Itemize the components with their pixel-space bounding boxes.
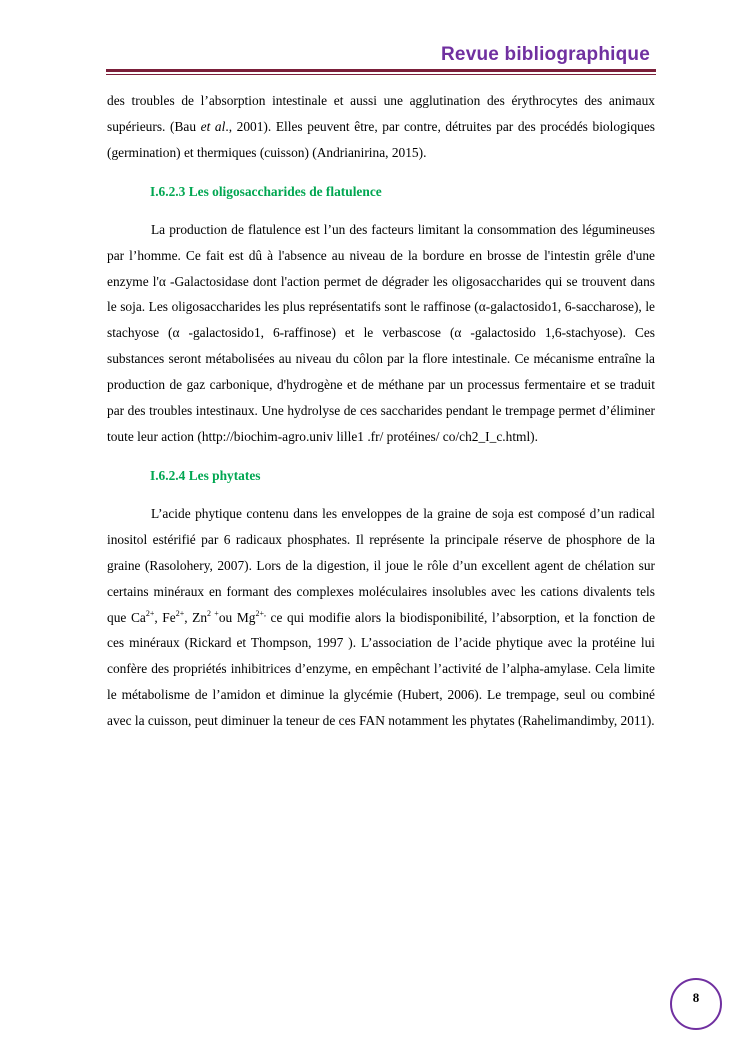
paragraph-text: ou Mg — [218, 609, 256, 625]
superscript-charge: 2+, — [255, 608, 266, 618]
page-body — [107, 88, 655, 734]
paragraph-text: L’acide phytique contenu dans les enveloppes de la graine de soja est composé d’un radical inositol estérifié par 6 radicaux phosphates. Il représente la principale réserve de phosphore de la graine (Rasolohery, 2007). Lors de la digestion, il joue le rôle d’un excellent agent de chélation sur certains minéraux en formant des complexes moléculaires insolubles avec les cations divalents tels que Ca — [107, 505, 655, 625]
paragraph-text: ., 2001). Elles peuvent être, par contre, détruites par des procédés biologiques (germination) et thermiques (cuisson) (Andrianirina, 2015). — [107, 118, 655, 160]
paragraph-text: ce qui modifie alors la biodisponibilité, l’absorption, et la fonction de ces minéraux (Rickard et Thompson, 1997 ). L’association de l’acide phytique avec la protéine lui confère des propriétés inhibitrices d’enzyme, en empêchant l’activité de l’alpha-amylase. Cela limite le métabolisme de l’amidon et diminue la glycémie (Hubert, 2006). Le trempage, seul ou combiné avec la cuisson, peut diminuer la teneur de ces FAN notamment les phytates (Rahelimandimby, 2011). — [107, 609, 656, 729]
paragraph-continuation — [107, 88, 655, 166]
header-rule-thick — [106, 69, 656, 72]
header-rule-thin — [106, 74, 656, 75]
paragraph-text: des troubles de l’absorption intestinale et aussi une agglutination des érythrocytes des animaux supérieurs. (Bau — [107, 93, 655, 134]
section-heading-oligosaccharides: I.6.2.3 Les oligosaccharides de flatulence — [150, 183, 382, 199]
superscript-charge: 2+ — [145, 608, 155, 618]
page-number: 8 — [692, 990, 700, 1005]
paragraph-oligosaccharides: La production de flatulence est l’un des facteurs limitant la consommation des légumineuses par l’homme. Ce fait est dû à l'absence au niveau de la bordure en brosse de l'intestin grêle d'une enzyme l'α -Galactosidase dont l'action permet de dégrader les oligosaccharides qui se trouvent dans le soja. Les oligosaccharides les plus représentatifs sont le raffinose (α-galactosido1, 6-saccharose), le stachyose (α -galactosido1, 6-raffinose) et le verbascose (α -galactosido 1,6-stachyose). Ces substances seront métabolisées au niveau du côlon par la flore intestinale. Ce mécanisme entraîne la production de gaz carbonique, d'hydrogène et de méthane par un processus fermentaire et se traduit par des troubles intestinaux. Une hydrolyse de ces saccharides pendant le trempage permet d’éliminer toute leur action (http://biochim-agro.univ lille1 .fr/ protéines/ co/ch2_I_c.html). — [107, 221, 655, 444]
superscript-charge: 2+ — [175, 608, 185, 618]
page-header-title: Revue bibliographique — [441, 44, 650, 65]
paragraph-text: , Fe — [154, 609, 176, 625]
section-heading-phytates: I.6.2.4 Les phytates — [150, 467, 261, 483]
citation-italic: et al — [200, 118, 226, 134]
superscript-charge: 2 + — [207, 608, 219, 618]
page-number-badge — [670, 978, 722, 1030]
paragraph-phytates — [107, 501, 655, 734]
paragraph-text: , Zn — [184, 609, 208, 625]
